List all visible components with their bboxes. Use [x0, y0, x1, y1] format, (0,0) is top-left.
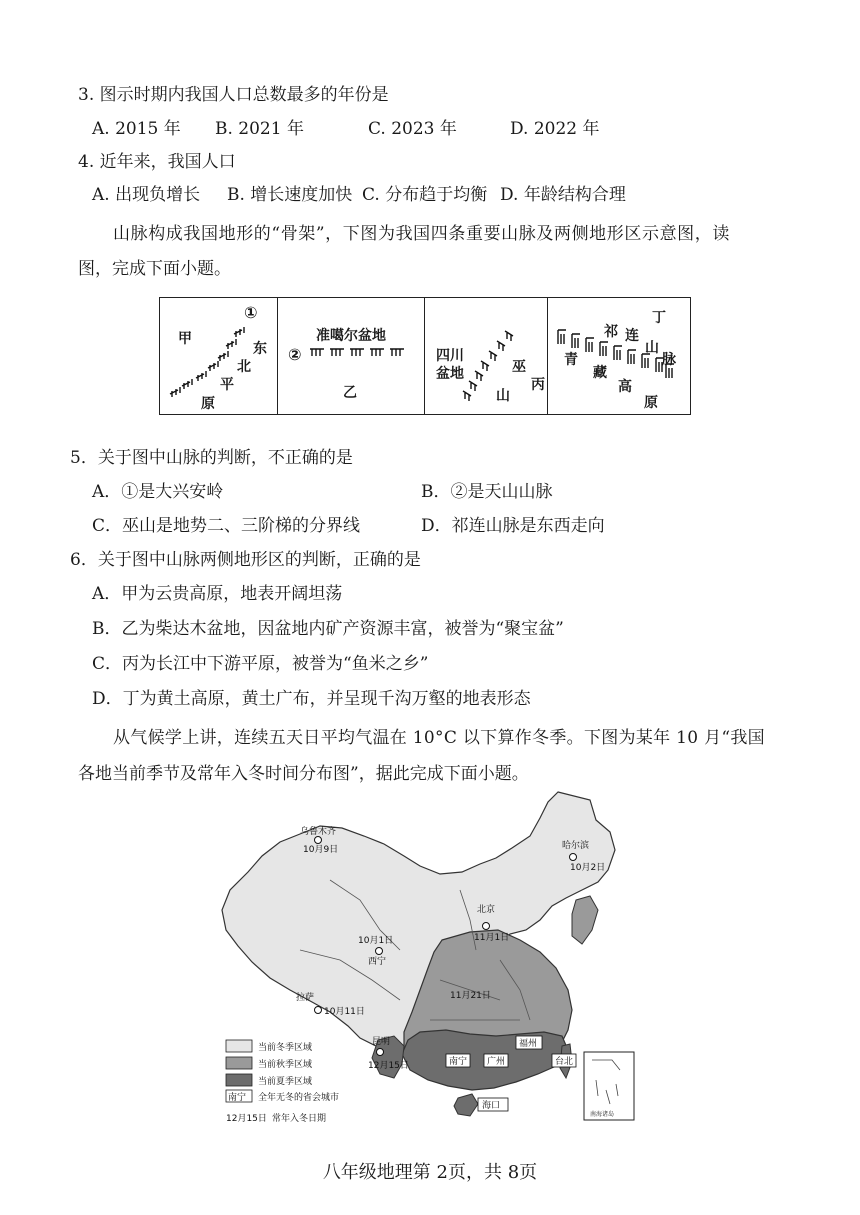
legend-autumn: 当前秋季区域 [258, 1060, 313, 1070]
label-yuan-qt: 原 [644, 395, 658, 411]
q5-option-b[interactable]: B．②是天山山脉 [421, 482, 553, 502]
date-xining: 10月1日 [358, 936, 394, 946]
q3-option-b[interactable]: B. 2021 年 [215, 119, 304, 139]
label-ding: 丁 [652, 310, 666, 326]
region-autumn-northeast [572, 896, 598, 944]
q3-stem: 3. 图示时期内我国人口总数最多的年份是 [78, 85, 389, 105]
legend-winter: 当前冬季区域 [258, 1043, 313, 1053]
date-beijing: 11月1日 [474, 933, 510, 943]
q4-option-c[interactable]: C. 分布趋于均衡 [362, 185, 488, 205]
q3-option-d[interactable]: D. 2022 年 [510, 119, 600, 139]
city-guangzhou: 广州 [487, 1057, 506, 1067]
label-bei: 北 [237, 359, 251, 375]
legend-date-sample: 12月15日 [226, 1114, 267, 1124]
city-taibei: 台北 [555, 1057, 574, 1067]
city-lhasa: 拉萨 [296, 993, 315, 1003]
marker-1: ① [244, 303, 258, 322]
label-jia: 甲 [178, 331, 192, 347]
date-center: 11月21日 [450, 991, 491, 1001]
date-lhasa: 10月11日 [324, 1007, 365, 1017]
city-urumqi: 乌鲁木齐 [300, 827, 337, 837]
label-gao: 高 [618, 379, 632, 395]
legend-date-label: 常年入冬日期 [272, 1114, 327, 1124]
legend-swatch-winter [226, 1040, 252, 1052]
page-footer: 八年级地理第 2页，共 8页 [322, 1162, 538, 1183]
label-wu: 巫 [512, 359, 526, 375]
label-sichuan: 四川 [436, 348, 464, 364]
q5-stem: 5．关于图中山脉的判断，不正确的是 [70, 448, 353, 468]
south-china-sea-inset [584, 1052, 634, 1120]
q3-option-c[interactable]: C. 2023 年 [368, 119, 457, 139]
label-lian: 连 [625, 328, 639, 344]
city-harbin: 哈尔滨 [562, 841, 590, 851]
city-haikou: 海口 [482, 1101, 501, 1111]
q4-option-b[interactable]: B. 增长速度加快 [227, 185, 353, 205]
passage2-line1: 从气候学上讲，连续五天日平均气温在 10°C 以下算作冬季。下图为某年 10 月“我国 [113, 728, 765, 748]
label-qing: 青 [564, 352, 578, 368]
q6-option-d[interactable]: D．丁为黄土高原，黄土广布，并呈现千沟万壑的地表形态 [92, 689, 531, 709]
label-pendi: 盆地 [436, 366, 464, 382]
inset-label: 南海诸岛 [590, 1111, 615, 1118]
q3-option-a[interactable]: A. 2015 年 [92, 119, 181, 139]
date-kunming: 12月15日 [368, 1061, 409, 1071]
label-zang: 藏 [593, 365, 607, 381]
label-ping: 平 [220, 377, 234, 393]
q4-option-a[interactable]: A. 出现负增长 [92, 185, 201, 205]
legend-swatch-summer [226, 1074, 252, 1086]
label-dong: 东 [253, 341, 267, 357]
label-shan-qilian: 山 [645, 340, 659, 356]
label-junggar-basin: 准噶尔盆地 [316, 328, 386, 344]
q5-option-c[interactable]: C．巫山是地势二、三阶梯的分界线 [92, 516, 361, 536]
city-beijing: 北京 [477, 905, 496, 915]
q4-stem: 4. 近年来，我国人口 [78, 152, 236, 172]
label-mai: 脉 [662, 352, 676, 368]
legend-city-box: 南宁 [228, 1093, 247, 1103]
city-nanning: 南宁 [449, 1057, 468, 1067]
q4-option-d[interactable]: D. 年龄结构合理 [500, 185, 626, 205]
legend-city-label: 全年无冬的省会城市 [258, 1093, 340, 1103]
date-urumqi: 10月9日 [303, 845, 339, 855]
marker-2: ② [288, 345, 302, 364]
passage1-line1: 山脉构成我国地形的“骨架”，下图为我国四条重要山脉及两侧地形区示意图，读 [113, 224, 730, 244]
city-kunming: 昆明 [372, 1037, 391, 1047]
label-yi: 乙 [343, 385, 357, 401]
q6-option-c[interactable]: C．丙为长江中下游平原，被誉为“鱼米之乡” [92, 654, 429, 674]
city-fuzhou: 福州 [519, 1039, 538, 1049]
label-qi: 祁 [604, 324, 618, 340]
passage1-line2: 图，完成下面小题。 [78, 259, 231, 279]
map-legend [226, 1040, 339, 1124]
q6-option-b[interactable]: B．乙为柴达木盆地，因盆地内矿产资源丰富，被誉为“聚宝盆” [92, 619, 564, 639]
date-harbin: 10月2日 [570, 863, 606, 873]
label-bing: 丙 [531, 377, 545, 393]
q5-option-a[interactable]: A．①是大兴安岭 [92, 482, 224, 502]
q6-stem: 6．关于图中山脉两侧地形区的判断，正确的是 [70, 550, 421, 570]
label-yuan: 原 [201, 396, 215, 412]
passage2-line2: 各地当前季节及常年入冬时间分布图”，据此完成下面小题。 [78, 764, 529, 784]
city-xining: 西宁 [368, 957, 387, 967]
label-shan-wushan: 山 [496, 388, 510, 404]
legend-summer: 当前夏季区域 [258, 1077, 313, 1087]
hainan-island [454, 1094, 478, 1116]
legend-swatch-autumn [226, 1057, 252, 1069]
q6-option-a[interactable]: A．甲为云贵高原，地表开阔坦荡 [92, 584, 343, 604]
q5-option-d[interactable]: D．祁连山脉是东西走向 [421, 516, 605, 536]
